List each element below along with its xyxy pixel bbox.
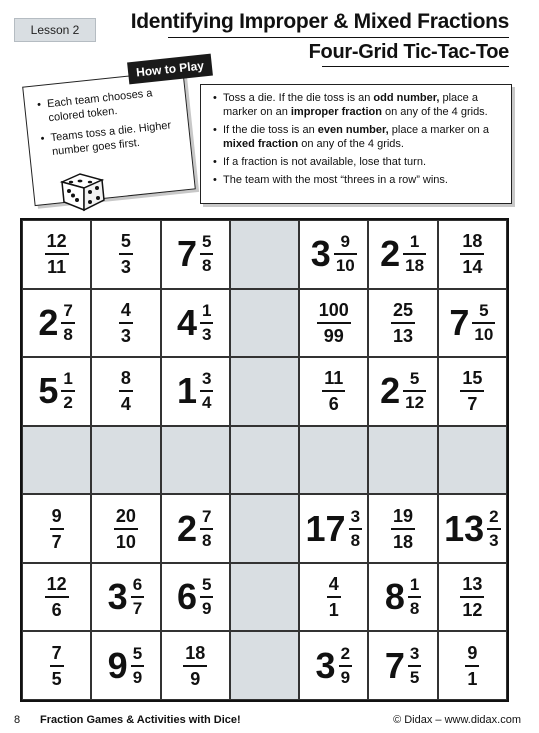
mixed-number [177,370,214,412]
fraction-bar [200,390,213,392]
denominator: 18 [405,256,425,276]
grid-cell[interactable] [22,563,91,632]
numerator: 2 [489,506,499,526]
numerator: 5 [479,300,489,320]
numerator: 7 [51,642,62,663]
setup-item: • Teams toss a die. Higher number goes first. [40,118,180,160]
grid-divider-cell [230,220,299,289]
fraction-bar [183,665,207,667]
page-number: 8 [14,714,21,726]
whole-number: 2 [38,301,59,343]
fraction-bar [408,665,421,667]
mixed-number [177,233,214,275]
grid-cell[interactable] [91,220,160,289]
rule-emphasis: improper fraction [290,106,382,118]
fraction [119,231,133,277]
fraction-bar [408,596,421,598]
numerator: 9 [340,232,351,252]
fraction-bar [334,253,357,255]
grid-divider-cell [230,494,299,563]
fraction [114,506,138,552]
denominator: 8 [409,599,420,619]
grid-cell[interactable] [161,289,230,358]
fraction-bar [460,390,484,392]
mixed-number [380,233,426,275]
fraction [322,368,345,414]
denominator: 5 [409,667,420,687]
grid-divider-cell [230,426,299,495]
fraction-bar [317,322,351,324]
rule-text: If the die toss is an [223,124,318,136]
whole-number: 2 [176,507,197,549]
whole-number: 7 [449,301,470,343]
rule-text: on any of the 4 grids. [298,138,404,150]
fraction-bar [50,528,64,530]
grid-cell[interactable] [91,357,160,426]
grid-cell[interactable] [161,563,230,632]
denominator: 10 [474,324,494,344]
whole-number: 1 [176,370,197,412]
fraction-bar [61,322,74,324]
numerator: 4 [120,299,131,320]
mixed-number [380,370,426,412]
grid-cell[interactable] [161,220,230,289]
fraction-bar [391,528,415,530]
denominator: 7 [132,599,143,619]
fraction [50,506,64,552]
numerator: 1 [63,369,73,389]
rule-item [213,91,503,119]
fraction-bar [322,390,345,392]
grid-cell[interactable] [161,357,230,426]
whole-number: 5 [38,370,59,412]
denominator: 1 [328,600,339,621]
numerator: 5 [201,232,212,252]
denominator: 12 [405,393,425,413]
denominator: 5 [51,668,62,689]
fraction [200,370,213,412]
denominator: 3 [201,324,212,344]
grid-cell[interactable] [22,494,91,563]
grid-divider-cell [161,426,230,495]
numerator: 3 [409,643,420,663]
tic-tac-toe-grid [20,218,509,702]
fraction-bar [114,528,138,530]
rule-text: place a marker on an [223,92,478,118]
numerator: 8 [120,368,131,389]
numerator: 5 [409,369,420,389]
numerator: 1 [409,232,420,252]
fraction-bar [487,528,500,530]
grid-cell[interactable] [91,563,160,632]
fraction [61,302,74,344]
fraction [131,576,144,618]
denominator: 4 [201,393,212,413]
fraction [119,300,133,346]
grid-divider-cell [299,426,368,495]
whole-number: 4 [176,301,197,343]
fraction [45,231,69,277]
denominator: 8 [201,530,212,550]
numerator: 5 [132,643,143,663]
numerator: 12 [46,574,67,595]
numerator: 3 [350,506,361,526]
numerator: 1 [409,575,420,595]
denominator: 8 [201,256,212,276]
fraction [131,645,144,687]
subtitle-rule [322,66,509,67]
denominator: 10 [335,256,355,276]
denominator: 12 [462,600,483,621]
fraction [61,370,74,412]
fraction [200,508,213,550]
fraction [391,300,415,346]
fraction-bar [119,253,133,255]
fraction [465,643,479,689]
fraction-bar [200,596,213,598]
fraction [334,233,357,275]
grid-cell[interactable] [299,631,368,700]
fraction [472,302,495,344]
denominator: 13 [393,325,414,346]
page-subtitle: Four-Grid Tic-Tac-Toe [308,41,509,63]
numerator: 7 [63,300,73,320]
whole-number: 9 [107,644,128,686]
mixed-number [444,508,501,550]
fraction [200,233,213,275]
numerator: 12 [46,231,67,252]
mixed-number [177,576,214,618]
rules-list [201,85,511,187]
numerator: 4 [328,574,339,595]
copyright: © Didax – www.didax.com [393,714,521,726]
mixed-number [108,645,145,687]
grid-cell[interactable] [438,220,507,289]
grid-cell[interactable] [22,357,91,426]
fraction [349,508,362,550]
fraction-bar [131,665,144,667]
fraction-bar [200,322,213,324]
numerator: 5 [120,231,131,252]
grid-divider-cell [368,426,437,495]
fraction [403,233,426,275]
grid-cell[interactable] [299,289,368,358]
numerator: 9 [467,642,478,663]
grid-cell[interactable] [368,631,437,700]
numerator: 13 [462,574,483,595]
numerator: 19 [393,505,414,526]
grid-cell[interactable] [368,289,437,358]
grid-cell[interactable] [91,631,160,700]
mixed-number [177,508,214,550]
denominator: 1 [467,668,478,689]
grid-cell[interactable] [368,357,437,426]
fraction [45,574,69,620]
rule-text: Toss a die. If the die toss is an [223,92,374,104]
rule-emphasis: even number, [317,124,389,136]
fraction [339,645,352,687]
grid-cell[interactable] [438,494,507,563]
page-title: Identifying Improper & Mixed Fractions [130,10,509,33]
denominator: 2 [63,393,73,413]
fraction [183,643,207,689]
denominator: 7 [51,531,62,552]
grid-cell[interactable] [438,563,507,632]
denominator: 6 [328,394,339,415]
grid-cell[interactable] [438,289,507,358]
numerator: 3 [201,369,212,389]
grid-cell[interactable] [368,563,437,632]
whole-number: 7 [384,644,405,686]
grid-cell[interactable] [22,220,91,289]
fraction [408,645,421,687]
denominator: 9 [201,599,212,619]
fraction [119,368,133,414]
rule-text: The team with the most “threes in a row” wins. [223,174,448,186]
whole-number: 3 [310,233,331,275]
denominator: 14 [462,257,483,278]
fraction-bar [349,528,362,530]
fraction [50,643,64,689]
whole-number: 2 [380,233,401,275]
rule-emphasis: mixed fraction [223,138,299,150]
denominator: 3 [489,530,499,550]
fraction [460,368,484,414]
numerator: 5 [201,575,212,595]
fraction-bar [45,253,69,255]
fraction-bar [460,253,484,255]
grid-cell[interactable] [368,494,437,563]
fraction-bar [460,596,484,598]
mixed-number [385,645,422,687]
fraction [391,506,415,552]
fraction-bar [45,596,69,598]
grid-divider-cell [230,563,299,632]
whole-number: 7 [176,233,197,275]
whole-number: 13 [444,507,485,549]
numerator: 15 [462,368,483,389]
whole-number: 8 [384,576,405,618]
rule-text: If a fraction is not available, lose that turn. [223,156,427,168]
fraction [327,574,341,620]
denominator: 3 [120,257,131,278]
grid-cell[interactable] [22,631,91,700]
setup-item: • Each team chooses a colored token. [36,84,176,126]
grid-cell[interactable] [299,494,368,563]
fraction [408,576,421,618]
rule-text: on any of the 4 grids. [381,106,488,118]
mixed-number [385,576,422,618]
mixed-number [38,302,75,344]
numerator: 100 [318,299,349,320]
denominator: 4 [120,394,131,415]
grid-divider-cell [91,426,160,495]
fraction-bar [472,322,495,324]
fraction-bar [339,665,352,667]
grid-divider-cell [438,426,507,495]
fraction [487,508,500,550]
grid-cell[interactable] [438,631,507,700]
denominator: 9 [132,667,143,687]
title-rule [168,37,509,38]
numerator: 18 [185,642,206,663]
grid-cell[interactable] [91,289,160,358]
grid-divider-cell [230,357,299,426]
fraction [200,576,213,618]
numerator: 18 [462,231,483,252]
fraction [460,231,484,277]
denominator: 99 [323,325,344,346]
grid-cell[interactable] [299,563,368,632]
grid-cell[interactable] [438,357,507,426]
fraction-bar [50,665,64,667]
denominator: 6 [51,600,62,621]
rule-text: place a marker on a [388,124,489,136]
fraction-bar [119,322,133,324]
grid-cell[interactable] [91,494,160,563]
fraction-bar [61,390,74,392]
grid-cell[interactable] [161,631,230,700]
lesson-label: Lesson 2 [14,18,96,42]
mixed-number [38,370,75,412]
denominator: 7 [467,394,478,415]
grid-divider-cell [230,631,299,700]
rule-item [213,123,503,151]
fraction-bar [119,390,133,392]
fraction-bar [465,665,479,667]
denominator: 9 [340,667,351,687]
denominator: 10 [115,531,136,552]
fraction [200,302,213,344]
whole-number: 2 [380,370,401,412]
grid-cell[interactable] [22,289,91,358]
whole-number: 3 [107,576,128,618]
numerator: 11 [324,368,344,389]
numerator: 9 [51,505,62,526]
whole-number: 3 [315,644,336,686]
rule-item [213,173,503,187]
denominator: 3 [120,325,131,346]
whole-number: 17 [305,507,346,549]
book-title: Fraction Games & Activities with Dice! [40,714,241,726]
fraction-bar [403,390,426,392]
mixed-number [316,645,353,687]
fraction [403,370,426,412]
numerator: 1 [201,300,212,320]
numerator: 2 [340,643,351,663]
denominator: 8 [63,324,73,344]
numerator: 25 [393,299,414,320]
mixed-number [311,233,357,275]
mixed-number [108,576,145,618]
fraction-bar [200,253,213,255]
grid-cell[interactable] [299,357,368,426]
fraction [317,300,351,346]
denominator: 9 [190,668,201,689]
rule-emphasis: odd number, [373,92,440,104]
denominator: 8 [350,530,361,550]
numerator: 6 [132,575,143,595]
rules-card [200,84,512,204]
fraction-bar [200,528,213,530]
fraction-bar [327,596,341,598]
fraction-bar [403,253,426,255]
numerator: 20 [115,505,136,526]
grid-cell[interactable] [161,494,230,563]
grid-cell[interactable] [299,220,368,289]
grid-cell[interactable] [368,220,437,289]
grid-divider-cell [22,426,91,495]
whole-number: 6 [176,576,197,618]
die-icon [58,166,110,212]
mixed-number [306,508,363,550]
fraction-bar [131,596,144,598]
denominator: 11 [47,257,67,278]
fraction [460,574,484,620]
fraction-bar [391,322,415,324]
mixed-number [177,302,214,344]
grid-divider-cell [230,289,299,358]
mixed-number [449,302,495,344]
how-to-play-tab: How to Play [127,54,213,85]
rule-item [213,155,503,169]
denominator: 18 [393,531,414,552]
numerator: 7 [201,506,212,526]
